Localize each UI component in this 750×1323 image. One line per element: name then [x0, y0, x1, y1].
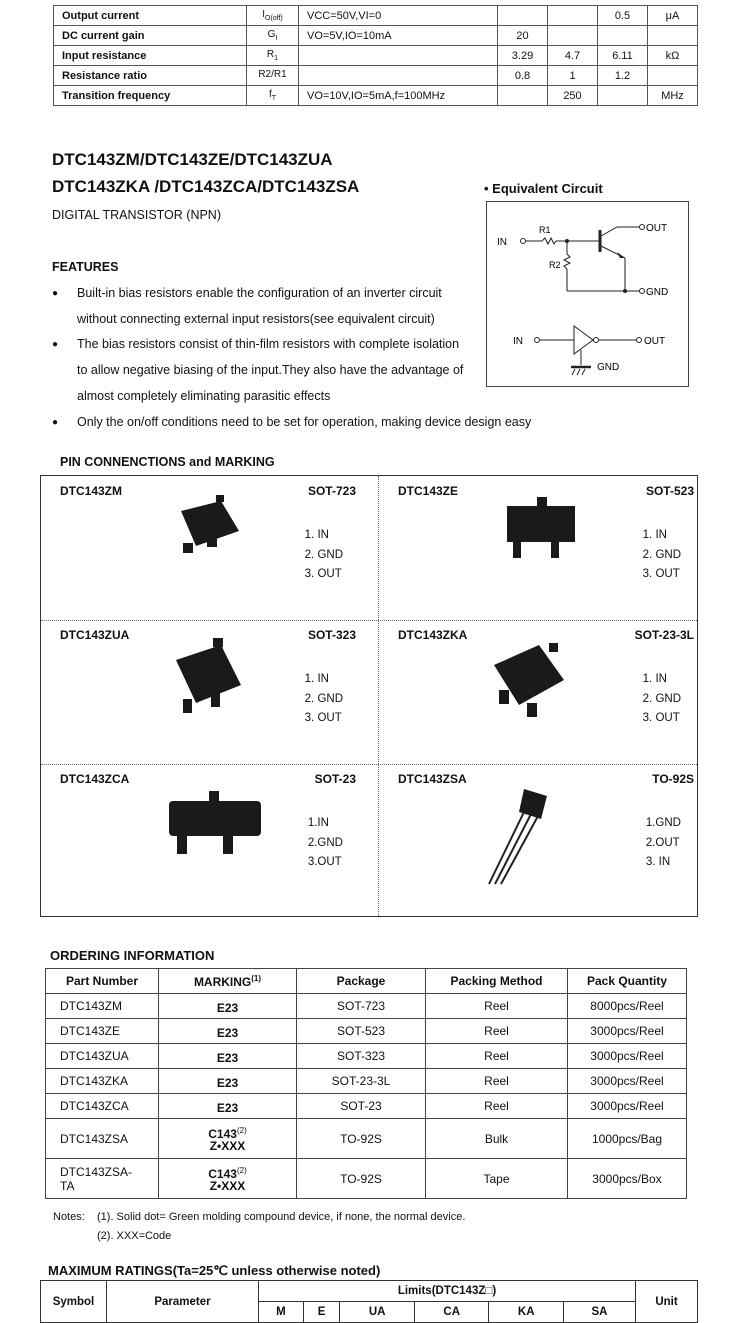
pack-quantity: 3000pcs/Reel — [568, 1094, 687, 1119]
max — [598, 86, 648, 106]
package: SOT-23-3L — [297, 1069, 426, 1094]
table-row — [46, 1159, 687, 1199]
pin-cell-dtc143ze — [379, 476, 716, 621]
pin-list: 1. IN 2. GND 3. OUT — [304, 529, 343, 580]
feature-item: almost completely eliminating parasitic effects — [77, 388, 331, 403]
part-name: DTC143ZSA — [398, 772, 467, 786]
marking: C143$^{(2)}$ Z•XXX — [159, 1119, 297, 1159]
circuit-out-label: OUT — [646, 223, 668, 234]
package: SOT-523 — [297, 1019, 426, 1044]
condition: VO=5V,IO=10mA — [299, 26, 498, 46]
pin-list: 1. IN 2. GND 3. OUT — [304, 673, 343, 724]
table-row — [54, 46, 698, 66]
max-ratings-table — [40, 1280, 698, 1323]
table-row — [46, 1044, 687, 1069]
package-name: SOT-523 — [645, 484, 694, 498]
max: 0.5 — [598, 6, 648, 26]
package-drawing-icon — [479, 635, 589, 730]
table-row — [46, 994, 687, 1019]
limit-col-m: M — [259, 1302, 304, 1323]
pin-list: 1.GND 2.OUT 3. IN — [645, 817, 681, 868]
pack-quantity: 3000pcs/Reel — [568, 1019, 687, 1044]
typ: 4.7 — [548, 46, 598, 66]
table-row — [46, 1119, 687, 1159]
param: DC current gain — [54, 26, 247, 46]
part-name: DTC143ZCA — [60, 772, 130, 786]
max: 1.2 — [598, 66, 648, 86]
title-line-2: DTC143ZKA /DTC143ZCA/DTC143ZSA — [52, 177, 360, 196]
packing-method: Reel — [426, 1094, 568, 1119]
pin-list: 1. IN 2. GND 3. OUT — [642, 673, 681, 724]
feature-item: to allow negative biasing of the input.They also have the advantage of — [77, 363, 464, 378]
part-number: DTC143ZSA — [46, 1119, 159, 1159]
package-drawing-icon — [469, 784, 569, 894]
limit-col-e: E — [303, 1302, 340, 1323]
param: Input resistance — [54, 46, 247, 66]
package-name: SOT-23-3L — [634, 628, 694, 642]
symbol: $R_1$ — [247, 46, 299, 66]
circuit-gnd-label: GND — [646, 287, 669, 298]
packing-method: Tape — [426, 1159, 568, 1199]
package-drawing-icon — [161, 635, 256, 725]
marking: C143$^{(2)}$ Z•XXX — [159, 1159, 297, 1199]
pins-heading: PIN CONNENCTIONS and MARKING — [60, 455, 275, 469]
packing-method: Bulk — [426, 1119, 568, 1159]
table-row — [46, 1069, 687, 1094]
pin-cell-dtc143zca — [41, 764, 378, 909]
condition — [299, 46, 498, 66]
pin-cell-dtc143zsa — [379, 764, 716, 909]
pin-cell-dtc143zua — [41, 620, 378, 765]
marking: E23 — [159, 1044, 297, 1069]
table-row — [46, 1094, 687, 1119]
param: Output current — [54, 6, 247, 26]
part-number: DTC143ZE — [46, 1019, 159, 1044]
marking: E23 — [159, 1094, 297, 1119]
condition — [299, 66, 498, 86]
table-row — [46, 1019, 687, 1044]
circuit-r1-label: R1 — [539, 225, 551, 235]
features-heading: FEATURES — [52, 260, 119, 274]
features-list — [52, 281, 531, 435]
col-limits: Limits(DTC143Z□) — [259, 1281, 636, 1302]
min — [498, 86, 548, 106]
col-unit: Unit — [636, 1281, 698, 1323]
packing-method: Reel — [426, 1044, 568, 1069]
package: SOT-23 — [297, 1094, 426, 1119]
symbol: $f_T$ — [247, 86, 299, 106]
symbol: $G_I$ — [247, 26, 299, 46]
pin-connections-panel — [40, 475, 698, 917]
notes-label: Notes: — [53, 1211, 85, 1223]
note-1: (1). Solid dot= Green molding compound device, if none, the normal device. — [97, 1211, 466, 1223]
feature-item: ● The bias resistors consist of thin-film resistors with complete isolation — [52, 332, 531, 358]
feature-item: without connecting external input resistors(see equivalent circuit) — [77, 311, 435, 326]
circuit-in-label: IN — [497, 237, 507, 248]
subtitle: DIGITAL TRANSISTOR (NPN) — [52, 208, 222, 222]
feature-item: ● Only the on/off conditions need to be set for operation, making device design easy — [52, 410, 531, 436]
part-name: DTC143ZKA — [398, 628, 468, 642]
col-marking: MARKING$^{(1)}$ — [159, 969, 297, 994]
marking: E23 — [159, 994, 297, 1019]
package: TO-92S — [297, 1159, 426, 1199]
package: TO-92S — [297, 1119, 426, 1159]
note-2: (2). XXX=Code — [97, 1230, 172, 1242]
part-number: DTC143ZM — [46, 994, 159, 1019]
pack-quantity: 8000pcs/Reel — [568, 994, 687, 1019]
symbol: $I_{O(off)}$ — [247, 6, 299, 26]
pin-list: 1.IN 2.GND 3.OUT — [307, 817, 343, 868]
package: SOT-323 — [297, 1044, 426, 1069]
limit-col-ca: CA — [414, 1302, 489, 1323]
package-drawing-icon — [489, 491, 599, 576]
limit-col-ua: UA — [340, 1302, 415, 1323]
unit — [648, 26, 698, 46]
inverter-gnd-label: GND — [597, 362, 620, 373]
symbol: R2/R1 — [247, 66, 299, 86]
table-row — [54, 86, 698, 106]
package-drawing-icon — [161, 491, 256, 571]
ordering-heading: ORDERING INFORMATION — [50, 948, 215, 963]
typ — [548, 6, 598, 26]
col-package: Package — [297, 969, 426, 994]
min: 3.29 — [498, 46, 548, 66]
circuit-heading: • Equivalent Circuit — [484, 181, 603, 196]
table-row — [54, 26, 698, 46]
ordering-table — [45, 968, 687, 1199]
marking: E23 — [159, 1069, 297, 1094]
package-name: SOT-23 — [314, 772, 356, 786]
part-name: DTC143ZM — [60, 484, 123, 498]
typ: 250 — [548, 86, 598, 106]
unit: kΩ — [648, 46, 698, 66]
table-row — [54, 6, 698, 26]
pack-quantity: 3000pcs/Reel — [568, 1044, 687, 1069]
min — [498, 6, 548, 26]
marking: E23 — [159, 1019, 297, 1044]
part-number: DTC143ZUA — [46, 1044, 159, 1069]
package-drawing-icon — [159, 779, 279, 874]
inverter-out-label: OUT — [644, 336, 666, 347]
limit-col-ka: KA — [489, 1302, 564, 1323]
title-line-1: DTC143ZM/DTC143ZE/DTC143ZUA — [52, 150, 333, 169]
table-row — [54, 66, 698, 86]
col-symbol: Symbol — [41, 1281, 107, 1323]
package-name: TO-92S — [652, 772, 694, 786]
unit: MHz — [648, 86, 698, 106]
part-number: DTC143ZKA — [46, 1069, 159, 1094]
min: 0.8 — [498, 66, 548, 86]
max — [598, 26, 648, 46]
packing-method: Reel — [426, 994, 568, 1019]
condition: VCC=50V,VI=0 — [299, 6, 498, 26]
part-number: DTC143ZSA-TA — [46, 1159, 159, 1199]
pin-cell-dtc143zka — [379, 620, 716, 765]
package-name: SOT-723 — [307, 484, 356, 498]
limit-col-sa: SA — [564, 1302, 636, 1323]
min: 20 — [498, 26, 548, 46]
unit: μA — [648, 6, 698, 26]
typ: 1 — [548, 66, 598, 86]
max: 6.11 — [598, 46, 648, 66]
package: SOT-723 — [297, 994, 426, 1019]
param: Resistance ratio — [54, 66, 247, 86]
electrical-characteristics-table — [53, 5, 698, 106]
inverter-in-label: IN — [513, 336, 523, 347]
typ — [548, 26, 598, 46]
package-name: SOT-323 — [307, 628, 356, 642]
col-parameter: Parameter — [107, 1281, 259, 1323]
pack-quantity: 1000pcs/Bag — [568, 1119, 687, 1159]
pin-cell-dtc143zm — [41, 476, 378, 621]
packing-method: Reel — [426, 1069, 568, 1094]
max-ratings-heading: MAXIMUM RATINGS(Ta=25℃ unless otherwise noted) — [48, 1263, 381, 1278]
feature-item: ● Built-in bias resistors enable the configuration of an inverter circuit — [52, 281, 531, 307]
pack-quantity: 3000pcs/Reel — [568, 1069, 687, 1094]
col-qty: Pack Quantity — [568, 969, 687, 994]
col-method: Packing Method — [426, 969, 568, 994]
pack-quantity: 3000pcs/Box — [568, 1159, 687, 1199]
part-name: DTC143ZUA — [60, 628, 130, 642]
part-name: DTC143ZE — [398, 484, 459, 498]
col-part: Part Number — [46, 969, 159, 994]
pin-list: 1. IN 2. GND 3. OUT — [642, 529, 681, 580]
packing-method: Reel — [426, 1019, 568, 1044]
param: Transition frequency — [54, 86, 247, 106]
condition: VO=10V,IO=5mA,f=100MHz — [299, 86, 498, 106]
part-number: DTC143ZCA — [46, 1094, 159, 1119]
unit — [648, 66, 698, 86]
circuit-r2-label: R2 — [549, 260, 561, 270]
